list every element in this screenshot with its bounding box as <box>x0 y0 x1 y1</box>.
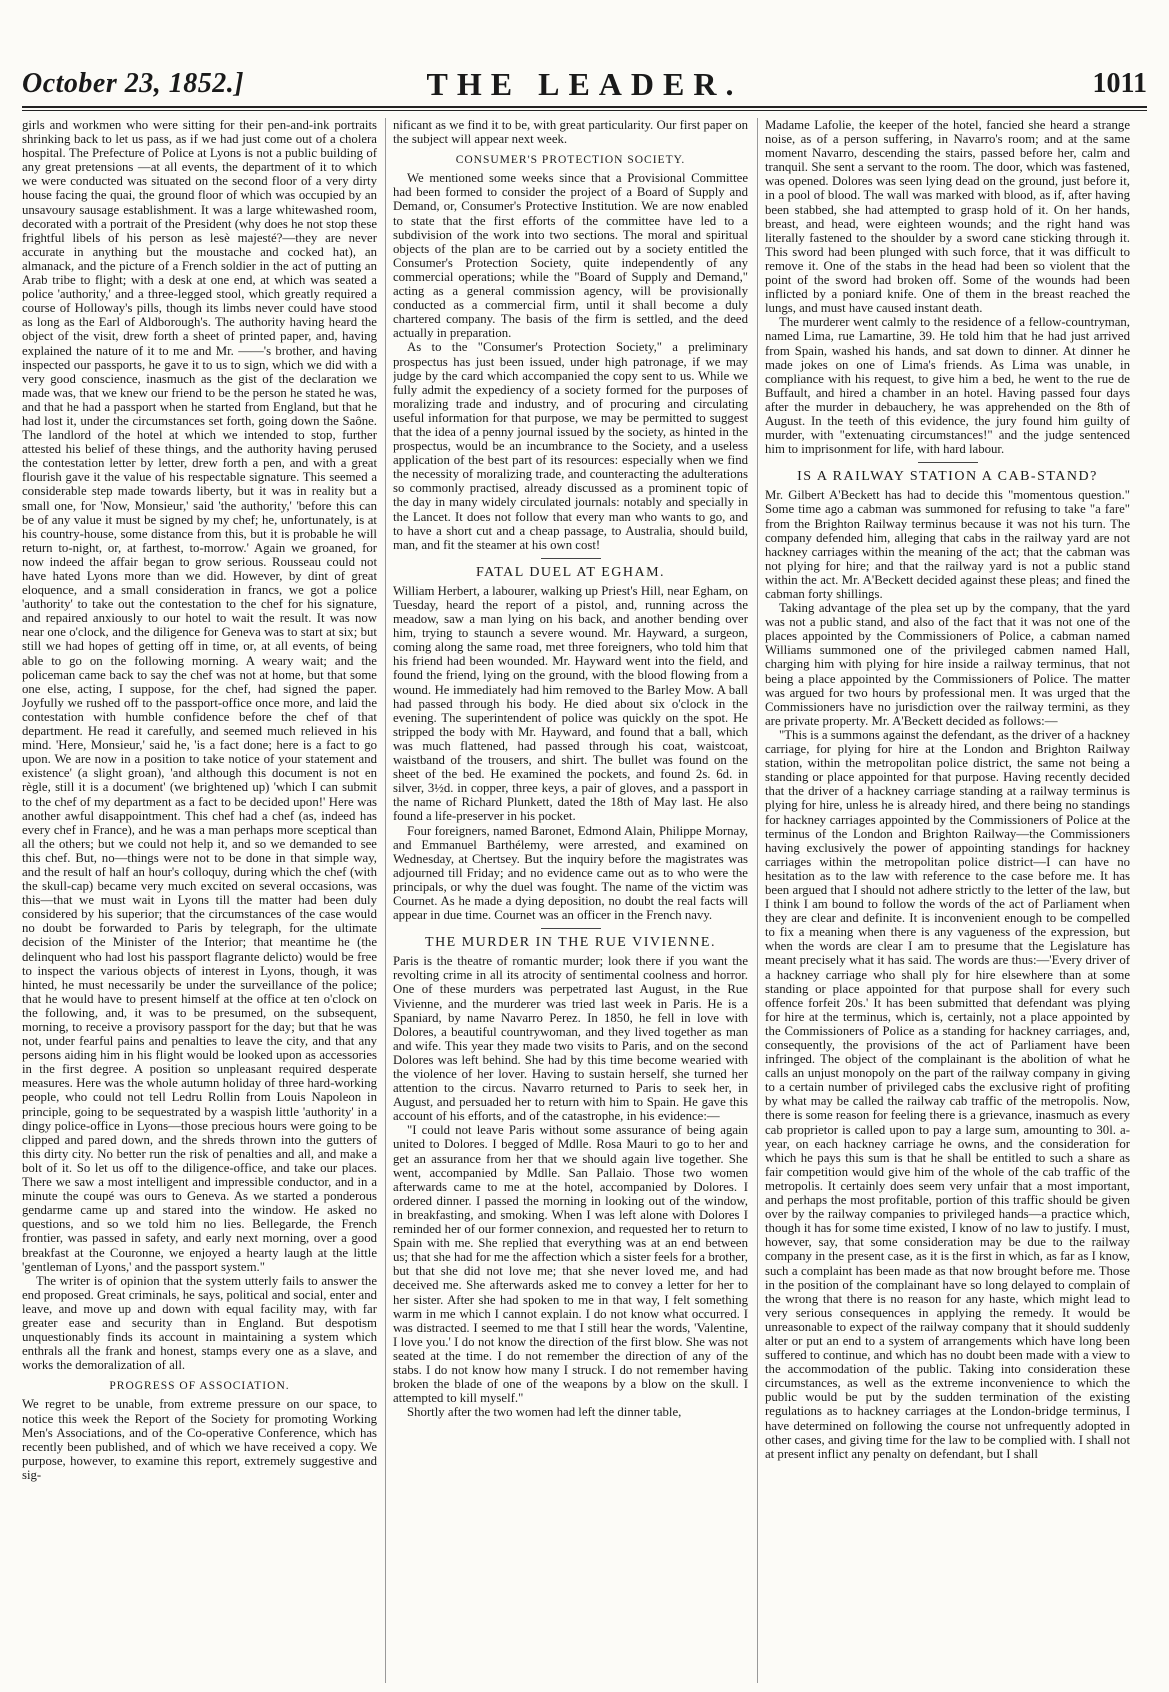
newspaper-title: THE LEADER. <box>426 66 743 102</box>
section-rule <box>541 558 601 559</box>
column-2 <box>393 118 748 1683</box>
section-heading: THE MURDER IN THE RUE VIVIENNE. <box>425 935 716 951</box>
paragraph: Shortly after the two women had left the dinner table, <box>407 1405 682 1420</box>
issue-date: October 23, 1852.] <box>22 68 245 99</box>
paragraph: The writer is of opinion that the system utterly fails to answer the end proposed. Great criminals, he says, political and social, enter and leave, and move up and down with equal facility may, with far greater ease and security than in England. But despotism unquestionably finds its account in maintaining a system which enthrals all the frank and honest, stamps every one as a slave, and works the demoralization of all. <box>22 1273 377 1373</box>
masthead <box>22 62 1147 102</box>
paragraph: William Herbert, a labourer, walking up Priest's Hill, near Egham, on Tuesday, heard the report of a pistol, and, running across the meadow, saw a man lying on his back, and another bending over him, trying to staunch a severe wound. Mr. Hayward, a surgeon, coming along the same road, met three foreigners, who told him that his friend had been wounded. Mr. Hayward went into the field, and found the friend, lying on the ground, with the blood flowing from a wound. He immediately had him removed to the Barley Mow. A ball had passed through his body. He died about six o'clock in the evening. The superintendent of police was quickly on the spot. He stripped the body with Mr. Hayward, and found that a ball, which was much flattened, had passed through his coat, waistcoat, waistband of the trousers, and shirt. The bullet was found on the sheet of the bed. He examined the pockets, and found 2s. 6d. in silver, 3½d. in copper, three keys, a pair of gloves, and a passport in the name of Richard Plunkett, dated the 18th of May last. He also found a life-preserver in his pocket. <box>393 583 748 824</box>
column-divider <box>757 118 758 1683</box>
paragraph: "I could not leave Paris without some assurance of being again united to Dolores. I begged of Mdlle. Rosa Mauri to go to her and get an assurance from her that we should again live together. She went, accompanied by Mdlle. San Pallaio. Those two women afterwards came to me at the hotel, accompanied by Dolores. I ordered dinner. I passed the morning in looking out of the window, in breakfasting, and smoking. When I was left alone with Dolores I reminded her of our former connexion, and requested her to return to Spain with me. She replied that everything was at an end between us; that she had for me the affection which a sister feels for a brother, but that she did not love me; that she never loved me, and had deceived me. She afterwards asked me to convey a letter for her to her sister. After she had spoken to me in that way, I felt something warm in me which I cannot explain. I do not know what occurred. I was distracted. I seemed to me that I still hear the words, 'Valentine, I love you.' I do not know the direction of the first blow. She was not seated at the time. I do not remember the direction of any of the stabs. I do not know how many I struck. I do not remember having broken the blade of one of the weapons by a blow on the skull. I attempted to kill myself." <box>393 1123 748 1406</box>
section-rule <box>541 928 601 929</box>
paragraph: We mentioned some weeks since that a Provisional Committee had been formed to consider the project of a Board of Supply and Demand, or, Consumer's Protective Institution. We are now enabled to state that the first efforts of the committee have led to a subdivision of the work into two sections. The moral and spiritual objects of the plan are to be carried out by a society entitled the Consumer's Protection Society, quite independently of any commercial operations; while the "Board of Supply and Demand," acting as a general commission agency, will be provisionally conducted as a commercial firm, until it shall become a duly chartered company. The basis of the firm is settled, and the deed actually in preparation. <box>393 171 748 341</box>
paragraph: The murderer went calmly to the residence of a fellow-countryman, named Lima, rue Lamartine, 39. He told him that he had just arrived from Spain, washed his hands, and sat down to dinner. At dinner he made jokes on one of Lima's friends. As Lima was unable, in compliance with his request, to give him a bed, he went to the rue de Buffault, and hired a chamber in an hotel. Having passed four days after the murder in debauchery, he was apprehended on the 8th of August. In the teeth of this evidence, the jury found him guilty of murder, with "extenuating circumstances!" and the judge sentenced him to imprisonment for life, with hard labour. <box>765 315 1130 457</box>
section-heading: CONSUMER'S PROTECTION SOCIETY. <box>455 154 686 167</box>
column-divider <box>385 118 386 1683</box>
paragraph: Four foreigners, named Baronet, Edmond Alain, Philippe Mornay, and Emmanuel Barthélemy, were arrested, and examined on Wednesday, at Chertsey. But the inquiry before the magistrates was adjourned till Friday; and no evidence came out as to who were the principals, or why the duel was fought. The name of the victim was Cournet. As he made a dying deposition, no doubt the real facts will appear in due time. Cournet was an officer in the French navy. <box>393 823 748 923</box>
page-number: 1011 <box>1092 68 1147 99</box>
section-rule <box>918 462 978 463</box>
header-rule-thin <box>22 110 1147 111</box>
paragraph: Madame Lafolie, the keeper of the hotel, fancied she heard a strange noise, as of a person suffering, in Navarro's room; and at the same moment Navarro, descending the stairs, passed before her, calm and tranquil. She sent a servant to the room. The door, which was fastened, was opened. Dolores was seen lying dead on the ground, just before it, in a pool of blood. The wall was marked with blood, as if, after having been stabbed, she had attempted to grasp hold of it. On her hands, breast, and head, were eighteen wounds; and the right hand was literally fastened to the shoulder by a sword cane sticking through it. This sword had been plunged with such force, that it was difficult to remove it. One of the stabs in the head had been so violent that the point of the sword had broken off. Some of the wounds had been inflicted by a poniard knife. One of them in the breast reached the lungs, and must have caused instant death. <box>765 118 1130 316</box>
paragraph: nificant as we find it to be, with great particularity. Our first paper on the subject will appear next week. <box>393 118 748 147</box>
column-1 <box>22 118 377 1683</box>
paragraph: "This is a summons against the defendant, as the driver of a hackney carriage, for plying for hire at the London and Brighton Railway station, within the metropolitan police district, the same not being a standing or place appointed for that purpose. Having recently decided that the driver of a hackney carriage standing at a railway terminus is plying for hire, unless he is already hired, and there being no standings for hackney carriages appointed by the Commissioners of Police at the terminus of the London and Brighton Railway—the Commissioners having exclusively the power of appointing standings for hackney carriages within the metropolitan police district—I can have no hesitation as to the law with reference to the case before me. It has been argued that I should not adhere strictly to the letter of the law, but I think I am bound to follow the words of the act of Parliament when they are clear and definite. It is inconvenient enough to be compelled to fix a meaning when there is any vagueness of the expression, but when the words are clear I am to presume that the Legislature has meant precisely what it has said. The words are thus:—'Every driver of a hackney carriage who shall ply for hire elsewhere than at some standing or place appointed for that purpose shall for every such offence forfeit 20s.' It has been submitted that defendant was plying for hire at the terminus, which is, certainly, not a place appointed by the Commissioners of Police as a standing for hackney carriages, and, consequently, the provisions of the act of Parliament have been infringed. The object of the complainant is the abolition of what he calls an unjust monopoly on the part of the railway company in giving to a certain number of privileged cabs the exclusive right of profiting by what may be called the railway cab traffic of the metropolis. Now, there is some reason for feeling there is a grievance, inasmuch as every cab proprietor is called upon to pay a large sum, amounting to 30l. a-year, on each hackney carriage he owns, and the consideration for which he pays this sum is that he shall be entitled to such a share as fair competition would give him of the whole of the cab traffic of the metropolis. It certainly does seem very unfair that a most important, and perhaps the most profitable, portion of this traffic should be given over by the railway companies to privileged hands—a practice which, though it has for some time existed, I know of no law to justify. I must, however, say, that some consideration may be due to the railway company in the present case, as it is the first in which, as far as I know, such a complaint has been made as that now brought before me. Those in the position of the complainant have so long delayed to complain of the wrong that there is no reason for any haste, which might lead to very serious consequences in applying the remedy. It would be unreasonable to expect of the railway company that it should suddenly alter or put an end to a system of arrangements which have long been suffered to continue, and which has no doubt been made with a view to the accommodation of the public. Taking into consideration these circumstances, as well as the extreme inconvenience to which the public would be put by the sudden termination of the existing regulations as to hackney carriages at the London-bridge terminus, I have determined on following the course not unfrequently adopted in other cases, and giving time for the law to be complied with. I shall not at present inflict any penalty on defendant, but I shall <box>765 727 1130 1461</box>
paragraph: Taking advantage of the plea set up by the company, that the yard was not a public stand, and also of the fact that it was not one of the places appointed by the Commissioners of Police, a cabman named Williams summoned one of the privileged cabmen named Hall, charging him with plying for hire inside a railway terminus, that not being a place appointed by the Commissioners of Police. The matter was argued for two hours by professional men. It was urged that the Commissioners have no jurisdiction over the railway termini, as they are private property. Mr. A'Beckett decided as follows:— <box>765 601 1130 728</box>
column-3 <box>765 118 1130 1683</box>
paragraph: As to the "Consumer's Protection Society," a preliminary prospectus has just been issued, under high patronage, if we may judge by the card which accompanied the copy sent to us. While we fully admit the expediency of a society formed for the purposes of moralizing trade and industry, and of procuring and circulating useful information for that purpose, we may be permitted to suggest that the idea of a penny journal issued by the society, as hinted in the prospectus, would be an incumbrance to the Society, and a useless application of the best part of its resources: especially when we find the necessity of moralizing trade, and counteracting the adulterations so commonly practised, already discussed as a prominent topic of the day in many widely circulated journals: notably and specially in the Lancet. It does not follow that every man who wants to go, and to have a short cut and a cheap passage, to Australia, should build, man, and fit the steamer at his own cost! <box>393 340 748 552</box>
paragraph: girls and workmen who were sitting for their pen-and-ink portraits shrinking back to let us pass, as if we had just come out of a cholera hospital. The Prefecture of Police at Lyons is not a public building of any great pretensions —at all events, the department of it to which we were conducted was situated on the second floor of a very dirty house facing the quai, the ground floor of which was occupied by an unsavoury sausage establishment. It was a large whitewashed room, decorated with a portrait of the President (why does he not stop these frightful libels of his person as lesè majesté?—they are never accurate in anything but the moustache and cocked hat), an almanack, and the picture of a French soldier in the act of putting an Arab tribe to flight; with a desk at one end, at which was seated a police 'authority,' and a three-legged stool, which greatly required a course of Holloway's pills, though its limbs never could have stood as long as the Earl of Aldborough's. The authority having heard the object of the visit, drew forth a sheet of printed paper, and, having explained the nature of it to me and Mr. ——'s brother, and having inspected our passports, he gave it to us to sign, which we did with a very good conscience, inasmuch as the gist of the declaration we made was, that we knew our friend to be the person he stated he was, and that he had a passport when he started from England, but that he had lost it, under the circumstances set forth, going down the Saône. The landlord of the hotel at which we intended to stop, further attested his belief of these things, and the authority having perused the contestation letter by letter, drew forth a pen, and with a great flourish gave it the value of his respectable signature. This seemed a considerable step made towards liberty, but it was in reality but a small one, for 'Now, Monsieur,' said 'the authority,' 'before this can be of any value it must be signed by my chef; he, unfortunately, is at his country-house, some distance from this, but it is probable he will return to-night, or, at farthest, to-morrow.' Again we groaned, for now indeed the affair began to grow serious. Rousseau could not have hated Lyons more than we did. However, by dint of great eloquence, and a small consideration in francs, we got a police 'authority' to take out the contestation to the chef for his signature, and repaired anxiously to our hotel to wait the result. It was now near one o'clock, and the diligence for Geneva was to start at six; but still we had hopes of getting off in time, or, at all events, of being able to go on the following morning. A weary wait; and the policeman came back to say the chef was not at home, but that some one else, acting, I suppose, for the chef, had signed the paper. Joyfully we rushed off to the passport-office once more, and laid the contestation with humble confidence before the chef of that department. He read it carefully, and seemed much relieved in his mind. 'Here, Monsieur,' said he, 'is a fact done; here is a fact to go upon. We are now in a position to take notice of your statement and existence' (a slight groan), 'and although this document is not en règle, still it is a document' (we brightened up) 'which I can submit to the chef of my department as a fact to be decided upon!' Here was another awful disappointment. This chef had a chef (as, indeed has every chef in France), and he was a man perhaps more sceptical than all the others; but we could not help it, and so we demanded to see this chef. But, no—things were not to be done in that simple way, and the result of half an hour's colloquy, during which the chef (with the skull-cap) became very much excited on several occasions, was this—that we must wait in Lyons till the matter had been duly considered by his superior; that the circumstances of the case would no doubt be forwarded to Paris by telegraph, for the ultimate decision of the Minister of the Interior; that meantime he (the delinquent who had lost his passport flagrante delicto) would be free to inspect the various objects of interest in Lyons, though, it was hinted, he must necessarily be under the surveillance of the police; that he would have to present himself at the office at ten o'clock on the following, and, it was to be presumed, on the subsequent, morning, to receive a provisory passport for the day; but that he was not, under fearful pains and penalties to leave the city, and that any persons aiding him in his flight would be looked upon as accessories in the first degree. A position so unpleasant required desperate measures. Here was the whole autumn holiday of three hard-working people, who could not tell Ledru Rollin from Louis Napoleon in principle, going to be sequestrated by a waspish little 'authority' in a dingy police-office in Lyons—those precious hours were going to be clipped and pared down, and the shreds thrown into the gutters of this dirty city. No better run the risk of penalties and all, and make a bolt of it. So let us off to the diligence-office, and take our places. There we saw a most intelligent and impressible conductor, and in a minute the coupé was ours to Geneva. As we started a ponderous gendarme came up and stared into the window. He asked no questions, and so we told him no lies. Bellegarde, the French frontier, was passed in safety, and early next morning, over a good breakfast at the Couronne, we enjoyed a hearty laugh at the little 'gentleman of Lyons,' and the passport system." <box>22 118 377 1274</box>
paragraph: Paris is the theatre of romantic murder; look there if you want the revolting crime in all its atrocity of sentimental coolness and horror. One of these murders was perpetrated last August, in the Rue Vivienne, and the murderer was tried last week in Paris. He is a Spaniard, by name Navarro Perez. In 1850, he fell in love with Dolores, a beautiful countrywoman, and they lived together as man and wife. This year they made two visits to Paris, and on the second Dolores was left behind. She had by this time become wearied with the violence of her lover. Having to sustain herself, she turned her attention to the circus. Navarro returned to Paris to seek her, in August, and persuaded her to return with him to Spain. He gave this account of his efforts, and of the catastrophe, in his evidence:— <box>393 954 748 1124</box>
section-heading: FATAL DUEL AT EGHAM. <box>475 564 666 580</box>
paragraph: We regret to be unable, from extreme pressure on our space, to notice this week the Report of the Society for promoting Working Men's Associations, and of the Co-operative Conference, which has recently been published, and of which we have received a copy. We purpose, however, to examine this report, extremely suggestive and sig- <box>22 1397 377 1482</box>
section-heading: IS A RAILWAY STATION A CAB-STAND? <box>797 469 1098 485</box>
section-heading: PROGRESS OF ASSOCIATION. <box>109 1380 290 1393</box>
paragraph: Mr. Gilbert A'Beckett has had to decide this "momentous question." Some time ago a cabman was summoned for refusing to take "a fare" from the Brighton Railway terminus because it was not his turn. The company defended him, alleging that cabs in the railway yard are not hackney carriages within the meaning of the act; that the cabman was not plying for hire; and that the railway yard is not a public stand within the act. Mr. A'Beckett decided against these pleas; and fined the cabman forty shillings. <box>765 488 1130 601</box>
header-rule <box>22 106 1147 108</box>
